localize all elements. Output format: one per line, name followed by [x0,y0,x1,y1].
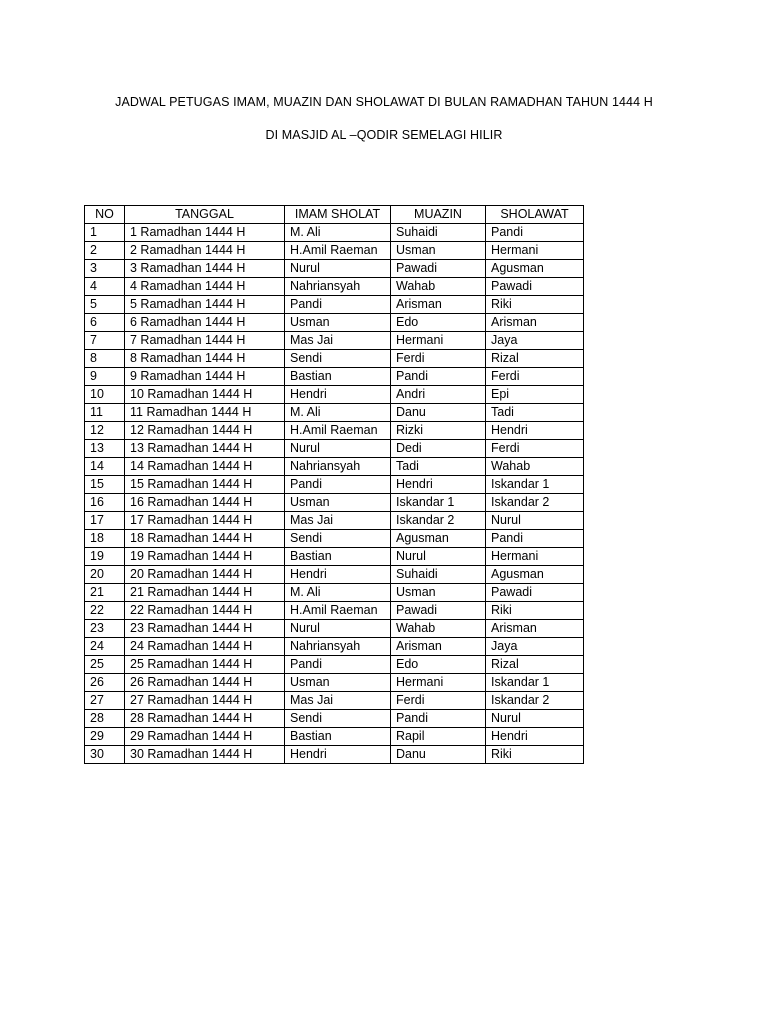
table-row [85,620,584,638]
cell-imam-sholat: H.Amil Raeman [285,422,391,440]
cell-no: 19 [85,548,125,566]
cell-sholawat: Pawadi [486,278,584,296]
cell-imam-sholat: M. Ali [285,584,391,602]
table-row [85,566,584,584]
cell-no: 1 [85,224,125,242]
cell-imam-sholat: Pandi [285,656,391,674]
cell-no: 6 [85,314,125,332]
cell-sholawat: Agusman [486,260,584,278]
header-no: NO [85,206,125,224]
cell-no: 14 [85,458,125,476]
table-row [85,638,584,656]
cell-tanggal: 1 Ramadhan 1444 H [125,224,285,242]
cell-muazin: Edo [391,314,486,332]
cell-muazin: Danu [391,404,486,422]
cell-sholawat: Arisman [486,620,584,638]
cell-tanggal: 24 Ramadhan 1444 H [125,638,285,656]
table-row [85,548,584,566]
cell-sholawat: Iskandar 1 [486,476,584,494]
cell-sholawat: Hermani [486,548,584,566]
cell-sholawat: Tadi [486,404,584,422]
cell-imam-sholat: M. Ali [285,404,391,422]
cell-muazin: Wahab [391,620,486,638]
cell-muazin: Pandi [391,710,486,728]
cell-sholawat: Jaya [486,638,584,656]
cell-muazin: Ferdi [391,692,486,710]
cell-muazin: Ferdi [391,350,486,368]
cell-tanggal: 26 Ramadhan 1444 H [125,674,285,692]
cell-tanggal: 2 Ramadhan 1444 H [125,242,285,260]
cell-tanggal: 19 Ramadhan 1444 H [125,548,285,566]
cell-no: 20 [85,566,125,584]
cell-muazin: Rizki [391,422,486,440]
cell-imam-sholat: Mas Jai [285,332,391,350]
cell-no: 11 [85,404,125,422]
cell-no: 27 [85,692,125,710]
cell-tanggal: 22 Ramadhan 1444 H [125,602,285,620]
cell-muazin: Pandi [391,368,486,386]
table-row [85,422,584,440]
cell-imam-sholat: Bastian [285,548,391,566]
cell-sholawat: Ferdi [486,368,584,386]
cell-muazin: Usman [391,242,486,260]
table-body [85,224,584,764]
cell-imam-sholat: Hendri [285,386,391,404]
cell-muazin: Nurul [391,548,486,566]
cell-imam-sholat: Bastian [285,728,391,746]
cell-sholawat: Pandi [486,224,584,242]
table-row [85,512,584,530]
table-row [85,530,584,548]
cell-no: 9 [85,368,125,386]
cell-imam-sholat: Nahriansyah [285,278,391,296]
cell-imam-sholat: Nurul [285,440,391,458]
cell-no: 2 [85,242,125,260]
cell-tanggal: 28 Ramadhan 1444 H [125,710,285,728]
cell-muazin: Hendri [391,476,486,494]
cell-imam-sholat: H.Amil Raeman [285,602,391,620]
cell-muazin: Iskandar 2 [391,512,486,530]
cell-tanggal: 11 Ramadhan 1444 H [125,404,285,422]
cell-imam-sholat: Nurul [285,620,391,638]
table-row [85,242,584,260]
cell-no: 7 [85,332,125,350]
cell-muazin: Andri [391,386,486,404]
cell-muazin: Pawadi [391,602,486,620]
table-row [85,458,584,476]
header-tanggal: TANGGAL [125,206,285,224]
cell-imam-sholat: Usman [285,674,391,692]
cell-no: 8 [85,350,125,368]
cell-tanggal: 12 Ramadhan 1444 H [125,422,285,440]
cell-tanggal: 20 Ramadhan 1444 H [125,566,285,584]
cell-imam-sholat: Mas Jai [285,692,391,710]
cell-tanggal: 25 Ramadhan 1444 H [125,656,285,674]
cell-tanggal: 3 Ramadhan 1444 H [125,260,285,278]
cell-no: 16 [85,494,125,512]
cell-muazin: Pawadi [391,260,486,278]
cell-no: 13 [85,440,125,458]
cell-sholawat: Iskandar 2 [486,692,584,710]
cell-imam-sholat: Hendri [285,746,391,764]
cell-sholawat: Ferdi [486,440,584,458]
table-row [85,278,584,296]
cell-no: 3 [85,260,125,278]
cell-no: 5 [85,296,125,314]
cell-muazin: Tadi [391,458,486,476]
cell-muazin: Agusman [391,530,486,548]
cell-sholawat: Hendri [486,422,584,440]
cell-no: 10 [85,386,125,404]
schedule-table [84,205,584,764]
cell-sholawat: Nurul [486,710,584,728]
cell-imam-sholat: Nahriansyah [285,458,391,476]
cell-no: 17 [85,512,125,530]
cell-no: 15 [85,476,125,494]
table-row [85,440,584,458]
cell-no: 28 [85,710,125,728]
cell-imam-sholat: Usman [285,314,391,332]
cell-sholawat: Epi [486,386,584,404]
document-title: JADWAL PETUGAS IMAM, MUAZIN DAN SHOLAWAT DI BULAN RAMADHAN TAHUN 1444 H [115,95,653,109]
cell-imam-sholat: H.Amil Raeman [285,242,391,260]
cell-tanggal: 7 Ramadhan 1444 H [125,332,285,350]
table-row [85,332,584,350]
cell-muazin: Usman [391,584,486,602]
cell-no: 18 [85,530,125,548]
table-row [85,674,584,692]
table-row [85,368,584,386]
cell-imam-sholat: Nurul [285,260,391,278]
cell-tanggal: 4 Ramadhan 1444 H [125,278,285,296]
cell-sholawat: Wahab [486,458,584,476]
cell-muazin: Iskandar 1 [391,494,486,512]
cell-no: 26 [85,674,125,692]
cell-imam-sholat: Hendri [285,566,391,584]
cell-muazin: Arisman [391,296,486,314]
cell-no: 30 [85,746,125,764]
cell-tanggal: 18 Ramadhan 1444 H [125,530,285,548]
cell-sholawat: Iskandar 1 [486,674,584,692]
cell-imam-sholat: Sendi [285,530,391,548]
table-row [85,314,584,332]
table-row [85,296,584,314]
cell-no: 4 [85,278,125,296]
table-row [85,494,584,512]
cell-no: 25 [85,656,125,674]
cell-no: 12 [85,422,125,440]
cell-muazin: Edo [391,656,486,674]
header-muazin: MUAZIN [391,206,486,224]
table-row [85,602,584,620]
cell-muazin: Dedi [391,440,486,458]
cell-sholawat: Riki [486,296,584,314]
cell-tanggal: 30 Ramadhan 1444 H [125,746,285,764]
cell-imam-sholat: Nahriansyah [285,638,391,656]
cell-muazin: Rapil [391,728,486,746]
cell-imam-sholat: Sendi [285,710,391,728]
cell-sholawat: Riki [486,602,584,620]
cell-muazin: Hermani [391,674,486,692]
header-sholawat: SHOLAWAT [486,206,584,224]
table-row [85,260,584,278]
cell-no: 22 [85,602,125,620]
table-header-row [85,206,584,224]
cell-tanggal: 29 Ramadhan 1444 H [125,728,285,746]
cell-imam-sholat: Bastian [285,368,391,386]
cell-tanggal: 5 Ramadhan 1444 H [125,296,285,314]
cell-tanggal: 14 Ramadhan 1444 H [125,458,285,476]
cell-tanggal: 9 Ramadhan 1444 H [125,368,285,386]
cell-tanggal: 13 Ramadhan 1444 H [125,440,285,458]
cell-imam-sholat: Sendi [285,350,391,368]
cell-tanggal: 16 Ramadhan 1444 H [125,494,285,512]
cell-no: 24 [85,638,125,656]
cell-muazin: Hermani [391,332,486,350]
cell-sholawat: Pandi [486,530,584,548]
cell-tanggal: 17 Ramadhan 1444 H [125,512,285,530]
cell-imam-sholat: Usman [285,494,391,512]
table-row [85,386,584,404]
cell-tanggal: 10 Ramadhan 1444 H [125,386,285,404]
cell-sholawat: Riki [486,746,584,764]
cell-no: 23 [85,620,125,638]
table-row [85,584,584,602]
cell-sholawat: Hendri [486,728,584,746]
cell-muazin: Wahab [391,278,486,296]
cell-sholawat: Nurul [486,512,584,530]
cell-sholawat: Rizal [486,350,584,368]
cell-imam-sholat: Pandi [285,476,391,494]
table-row [85,656,584,674]
cell-tanggal: 8 Ramadhan 1444 H [125,350,285,368]
cell-tanggal: 21 Ramadhan 1444 H [125,584,285,602]
cell-imam-sholat: M. Ali [285,224,391,242]
cell-tanggal: 23 Ramadhan 1444 H [125,620,285,638]
cell-sholawat: Rizal [486,656,584,674]
table-row [85,404,584,422]
cell-tanggal: 6 Ramadhan 1444 H [125,314,285,332]
cell-no: 29 [85,728,125,746]
cell-sholawat: Hermani [486,242,584,260]
document-subtitle: DI MASJID AL –QODIR SEMELAGI HILIR [265,128,503,142]
cell-tanggal: 15 Ramadhan 1444 H [125,476,285,494]
cell-sholawat: Iskandar 2 [486,494,584,512]
cell-sholawat: Pawadi [486,584,584,602]
cell-muazin: Arisman [391,638,486,656]
cell-no: 21 [85,584,125,602]
cell-muazin: Suhaidi [391,566,486,584]
cell-sholawat: Agusman [486,566,584,584]
table-row [85,692,584,710]
table-row [85,476,584,494]
cell-muazin: Suhaidi [391,224,486,242]
cell-sholawat: Arisman [486,314,584,332]
table-row [85,224,584,242]
cell-imam-sholat: Mas Jai [285,512,391,530]
cell-tanggal: 27 Ramadhan 1444 H [125,692,285,710]
table-row [85,350,584,368]
table-row [85,728,584,746]
cell-imam-sholat: Pandi [285,296,391,314]
cell-muazin: Danu [391,746,486,764]
cell-sholawat: Jaya [486,332,584,350]
table-row [85,746,584,764]
table-row [85,710,584,728]
header-imam-sholat: IMAM SHOLAT [285,206,391,224]
